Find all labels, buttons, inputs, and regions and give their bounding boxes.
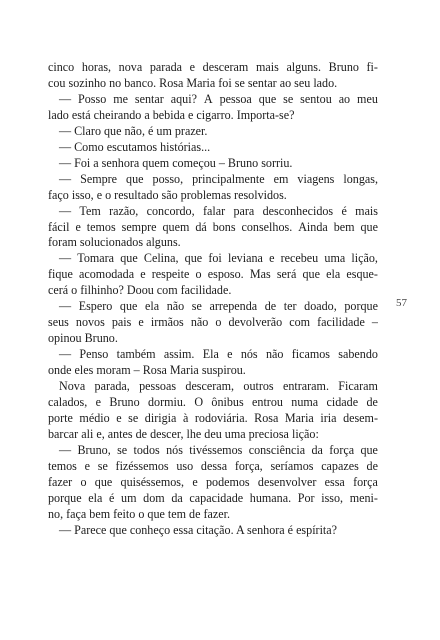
text-line: faço isso, e o resultado são problemas resolvidos. (48, 187, 287, 202)
word: falar (202, 203, 226, 218)
word: todos (133, 442, 160, 457)
word: posso, (152, 171, 184, 186)
word: lição, (351, 251, 378, 266)
word: desceram (202, 60, 249, 74)
word: com (289, 315, 311, 330)
word: Tomara (77, 251, 115, 266)
word: não (166, 299, 185, 314)
text-line (48, 443, 378, 459)
word: — (59, 299, 72, 314)
text-line (48, 267, 378, 283)
word: capazes (321, 458, 359, 473)
word: entraram. (282, 379, 329, 394)
word: força (329, 442, 355, 457)
word: pessoa (219, 91, 252, 106)
word: que (120, 251, 138, 266)
text-line: onde eles moram – Rosa Maria suspirou. (48, 363, 246, 378)
word: porque (48, 490, 82, 505)
word: mais (255, 60, 279, 74)
word: e (116, 410, 122, 425)
word: porte (48, 410, 73, 425)
word: razão, (109, 203, 139, 218)
text-line: barcar ali e, antes de descer, lhe deu uma preciosa lição: (48, 426, 319, 441)
word: não (265, 347, 284, 362)
word: Celina, (143, 251, 179, 266)
word: me (113, 91, 128, 106)
word: Nova (59, 379, 86, 394)
text-line (48, 92, 378, 108)
word: desem- (343, 410, 378, 425)
word: ficamos (291, 347, 330, 362)
word: ao (338, 91, 351, 106)
text-line: — Claro que não, é um prazer. (59, 123, 208, 138)
word: foi (208, 251, 222, 266)
word: nós (166, 442, 183, 457)
word: fizéssemos (115, 458, 169, 473)
word: seríamos (270, 458, 314, 473)
word: — (59, 442, 72, 457)
word: fi- (366, 60, 378, 74)
word: e (75, 219, 81, 234)
word: uma (324, 251, 346, 266)
word: força (353, 474, 378, 489)
word: — (59, 347, 72, 362)
word: novos (75, 315, 105, 330)
text-line (48, 459, 378, 475)
word: é (341, 203, 347, 218)
word: sentar (134, 91, 164, 106)
word: humana. (249, 490, 292, 505)
text-line (48, 251, 378, 267)
word: que (184, 251, 203, 266)
word: uso (176, 458, 194, 473)
word: entrou (252, 395, 283, 410)
word: — (59, 91, 72, 106)
word: de (366, 395, 378, 410)
word: se (128, 410, 139, 425)
word: conselhos. (241, 219, 293, 234)
word: fácil (48, 219, 70, 234)
word: quem (162, 219, 190, 234)
word: fique (48, 267, 73, 282)
word: – (371, 315, 378, 330)
word: horas, (81, 60, 112, 74)
word: Ficaram (338, 379, 378, 394)
word: arrependa (209, 299, 258, 314)
text-line: — Foi a senhora quem começou – Bruno sorriu. (59, 155, 293, 170)
word: sempre (121, 219, 157, 234)
word: concordo, (146, 203, 195, 218)
text-line (48, 347, 378, 363)
word: que (360, 442, 378, 457)
word: assim. (163, 347, 195, 362)
page-number: 57 (396, 297, 407, 309)
word: desconhecidos (262, 203, 334, 218)
word: capacidade (189, 490, 244, 505)
word: sentou (300, 91, 332, 106)
word: e (140, 267, 146, 282)
word: de (264, 299, 277, 314)
word: o (215, 315, 222, 330)
word: pessoas (139, 379, 177, 394)
word: dormiu. (147, 395, 186, 410)
word: é (109, 490, 115, 505)
word: Ainda (298, 219, 328, 234)
word: numa (291, 395, 319, 410)
word: nós (240, 347, 258, 362)
text-line (48, 204, 378, 220)
word: tivéssemos (189, 442, 243, 457)
word: facilidade (317, 315, 365, 330)
word: que (126, 171, 144, 186)
word: cinco (48, 60, 75, 74)
word: esposo. (207, 267, 244, 282)
text-line: — Parece que conheço essa citação. A senhora é espírita? (59, 522, 338, 537)
word: porque (344, 299, 378, 314)
word: em (273, 171, 289, 186)
word: dá (195, 219, 207, 234)
word: Ela (202, 347, 219, 362)
word: respeite (151, 267, 190, 282)
word: Bruno, (77, 442, 111, 457)
word: outros (243, 379, 274, 394)
word: se (97, 458, 108, 473)
word: acomodada (79, 267, 135, 282)
word: Mas (249, 267, 271, 282)
word: o (80, 474, 87, 489)
word: pais (111, 315, 132, 330)
word: iria (320, 410, 337, 425)
text-line (48, 60, 378, 76)
text-line (48, 411, 378, 427)
word: que (94, 474, 113, 489)
word: podemos (205, 474, 250, 489)
word: será (276, 267, 297, 282)
word: que (360, 219, 378, 234)
word: médio (79, 410, 110, 425)
word: bons (212, 219, 236, 234)
word: doado, (304, 299, 337, 314)
word: longas, (343, 171, 378, 186)
word: temos (48, 458, 77, 473)
word: também (116, 347, 156, 362)
text-line (48, 315, 378, 331)
text-line: cerá o filhinho? Doou com facilidade. (48, 283, 232, 298)
word: quiséssemos, (120, 474, 185, 489)
word: Penso (79, 347, 109, 362)
word: Rosa (254, 410, 279, 425)
word: e (95, 395, 102, 410)
word: e (84, 458, 90, 473)
word: desenvolver (257, 474, 317, 489)
word: ela (144, 299, 160, 314)
word: para (233, 203, 255, 218)
word: dessa (200, 458, 228, 473)
word: Por (297, 490, 315, 505)
text-line (48, 172, 378, 188)
word: leviana (227, 251, 263, 266)
text-line: opinou Bruno. (48, 331, 118, 346)
word: devolverão (228, 315, 283, 330)
word: e (189, 60, 196, 74)
word: rodoviária. (194, 410, 248, 425)
word: força, (234, 458, 263, 473)
word: Tem (79, 203, 101, 218)
word: um (121, 490, 137, 505)
text-line: — Como escutamos histórias... (59, 139, 211, 154)
word: parada (149, 60, 183, 74)
word: Posso (78, 91, 107, 106)
text-line: cou sozinho no banco. Rosa Maria foi se sentar ao seu lado. (48, 75, 338, 90)
word: Maria (284, 410, 314, 425)
word: — (59, 251, 72, 266)
word: — (59, 171, 72, 186)
word: irmãos (150, 315, 184, 330)
word: que (302, 267, 320, 282)
word: e (269, 251, 275, 266)
word: aqui? (170, 91, 197, 106)
text-line (48, 491, 378, 507)
word: se (283, 91, 294, 106)
word: principalmente (192, 171, 265, 186)
word: Bruno (328, 60, 359, 74)
word: se (117, 442, 128, 457)
word: desceram, (185, 379, 235, 394)
word: não (190, 315, 209, 330)
word: bem (333, 219, 355, 234)
word: alguns. (286, 60, 322, 74)
word: da (311, 442, 323, 457)
word: Espero (78, 299, 113, 314)
word: O (194, 395, 204, 410)
word: o (195, 267, 202, 282)
text-line (48, 220, 378, 236)
word: que (119, 299, 138, 314)
word: e (138, 315, 144, 330)
text-line (48, 475, 378, 491)
word: Sempre (80, 171, 118, 186)
word: parada, (94, 379, 130, 394)
word: ela (88, 490, 103, 505)
text-line: foram solucionados alguns. (48, 235, 181, 250)
word: fazer (48, 474, 73, 489)
word: e (192, 474, 198, 489)
word: essa (324, 474, 345, 489)
word: recebeu (280, 251, 319, 266)
word: meni- (349, 490, 378, 505)
word: ela (326, 267, 341, 282)
word: e (227, 347, 233, 362)
word: dirigia (144, 410, 177, 425)
text-line (48, 299, 378, 315)
word: ter (283, 299, 297, 314)
word: que (258, 91, 277, 106)
word: — (59, 203, 72, 218)
word: ônibus (211, 395, 244, 410)
body-text (48, 60, 378, 539)
word: Bruno (109, 395, 140, 410)
word: meu (357, 91, 378, 106)
word: consciência (248, 442, 306, 457)
text-line: lado está cheirando a bebida e cigarro. Importa-se? (48, 107, 295, 122)
word: A (203, 91, 213, 106)
text-line (48, 379, 378, 395)
word: temos (86, 219, 116, 234)
word: à (182, 410, 189, 425)
word: seus (48, 315, 69, 330)
word: isso, (321, 490, 344, 505)
word: calados, (48, 395, 88, 410)
word: mais (355, 203, 378, 218)
word: cidade (326, 395, 359, 410)
word: dom (143, 490, 165, 505)
text-line: no, faça bem feito o que tem de fazer. (48, 506, 230, 521)
word: de (366, 458, 378, 473)
word: da (171, 490, 183, 505)
word: nova (118, 60, 143, 74)
word: viagens (297, 171, 335, 186)
word: sabendo (338, 347, 378, 362)
word: esque- (346, 267, 378, 282)
text-line (48, 395, 378, 411)
word: se (191, 299, 202, 314)
